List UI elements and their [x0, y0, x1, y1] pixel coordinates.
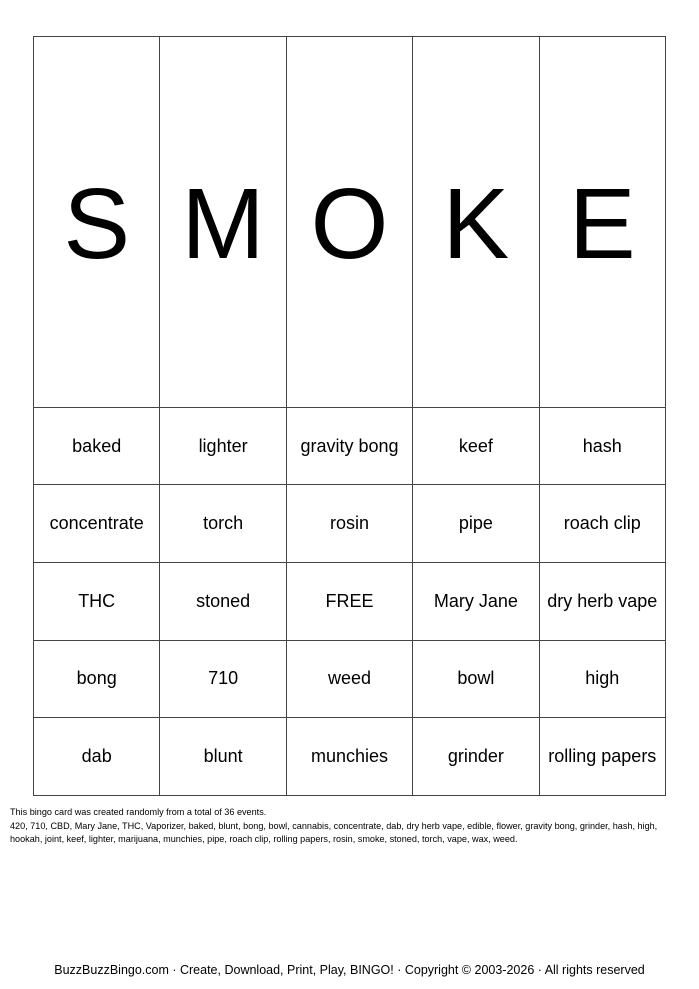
bingo-header-row	[34, 37, 666, 408]
bingo-cell: rolling papers	[539, 718, 665, 796]
bingo-cell: high	[539, 640, 665, 718]
bingo-cell: Mary Jane	[413, 562, 539, 640]
bingo-cell: stoned	[160, 562, 286, 640]
bingo-cell: bong	[34, 640, 160, 718]
bingo-cell: pipe	[413, 485, 539, 563]
bingo-cell: keef	[413, 407, 539, 485]
bingo-row-4	[34, 640, 666, 718]
bingo-cell: blunt	[160, 718, 286, 796]
bingo-cell: dab	[34, 718, 160, 796]
card-info-event-list: 420, 710, CBD, Mary Jane, THC, Vaporizer, baked, blunt, bong, bowl, cannabis, concentrate, dab, dry herb vape, edible, flower, gravity bong, grinder, hash, high, hookah, joint, keef, lighter, marijuana, munchies, pipe, roach clip, rolling papers, rosin, smoke, stoned, torch, vape, wax, weed.	[10, 820, 658, 844]
bingo-cell: weed	[286, 640, 412, 718]
bingo-row-1	[34, 407, 666, 485]
header-letter-o: O	[286, 37, 412, 408]
bingo-cell: grinder	[413, 718, 539, 796]
bingo-cell: rosin	[286, 485, 412, 563]
bingo-card	[33, 36, 666, 796]
bingo-row-5	[34, 718, 666, 796]
header-letter-k: K	[413, 37, 539, 408]
header-letter-s: S	[34, 37, 160, 408]
bingo-cell: concentrate	[34, 485, 160, 563]
header-letter-m: M	[160, 37, 286, 408]
bingo-cell: dry herb vape	[539, 562, 665, 640]
bingo-cell: bowl	[413, 640, 539, 718]
header-letter-e: E	[539, 37, 665, 408]
bingo-cell: hash	[539, 407, 665, 485]
bingo-cell: 710	[160, 640, 286, 718]
bingo-cell: lighter	[160, 407, 286, 485]
bingo-row-2	[34, 485, 666, 563]
bingo-cell: gravity bong	[286, 407, 412, 485]
card-info-note	[10, 806, 690, 847]
bingo-cell: baked	[34, 407, 160, 485]
bingo-cell: munchies	[286, 718, 412, 796]
bingo-row-3	[34, 562, 666, 640]
page-footer: BuzzBuzzBingo.com · Create, Download, Print, Play, BINGO! · Copyright © 2003-2026 · All rights reserved	[54, 963, 645, 977]
card-info-summary: This bingo card was created randomly from a total of 36 events.	[10, 807, 267, 817]
free-space-cell: FREE	[286, 562, 412, 640]
bingo-cell: roach clip	[539, 485, 665, 563]
bingo-cell: THC	[34, 562, 160, 640]
bingo-cell: torch	[160, 485, 286, 563]
